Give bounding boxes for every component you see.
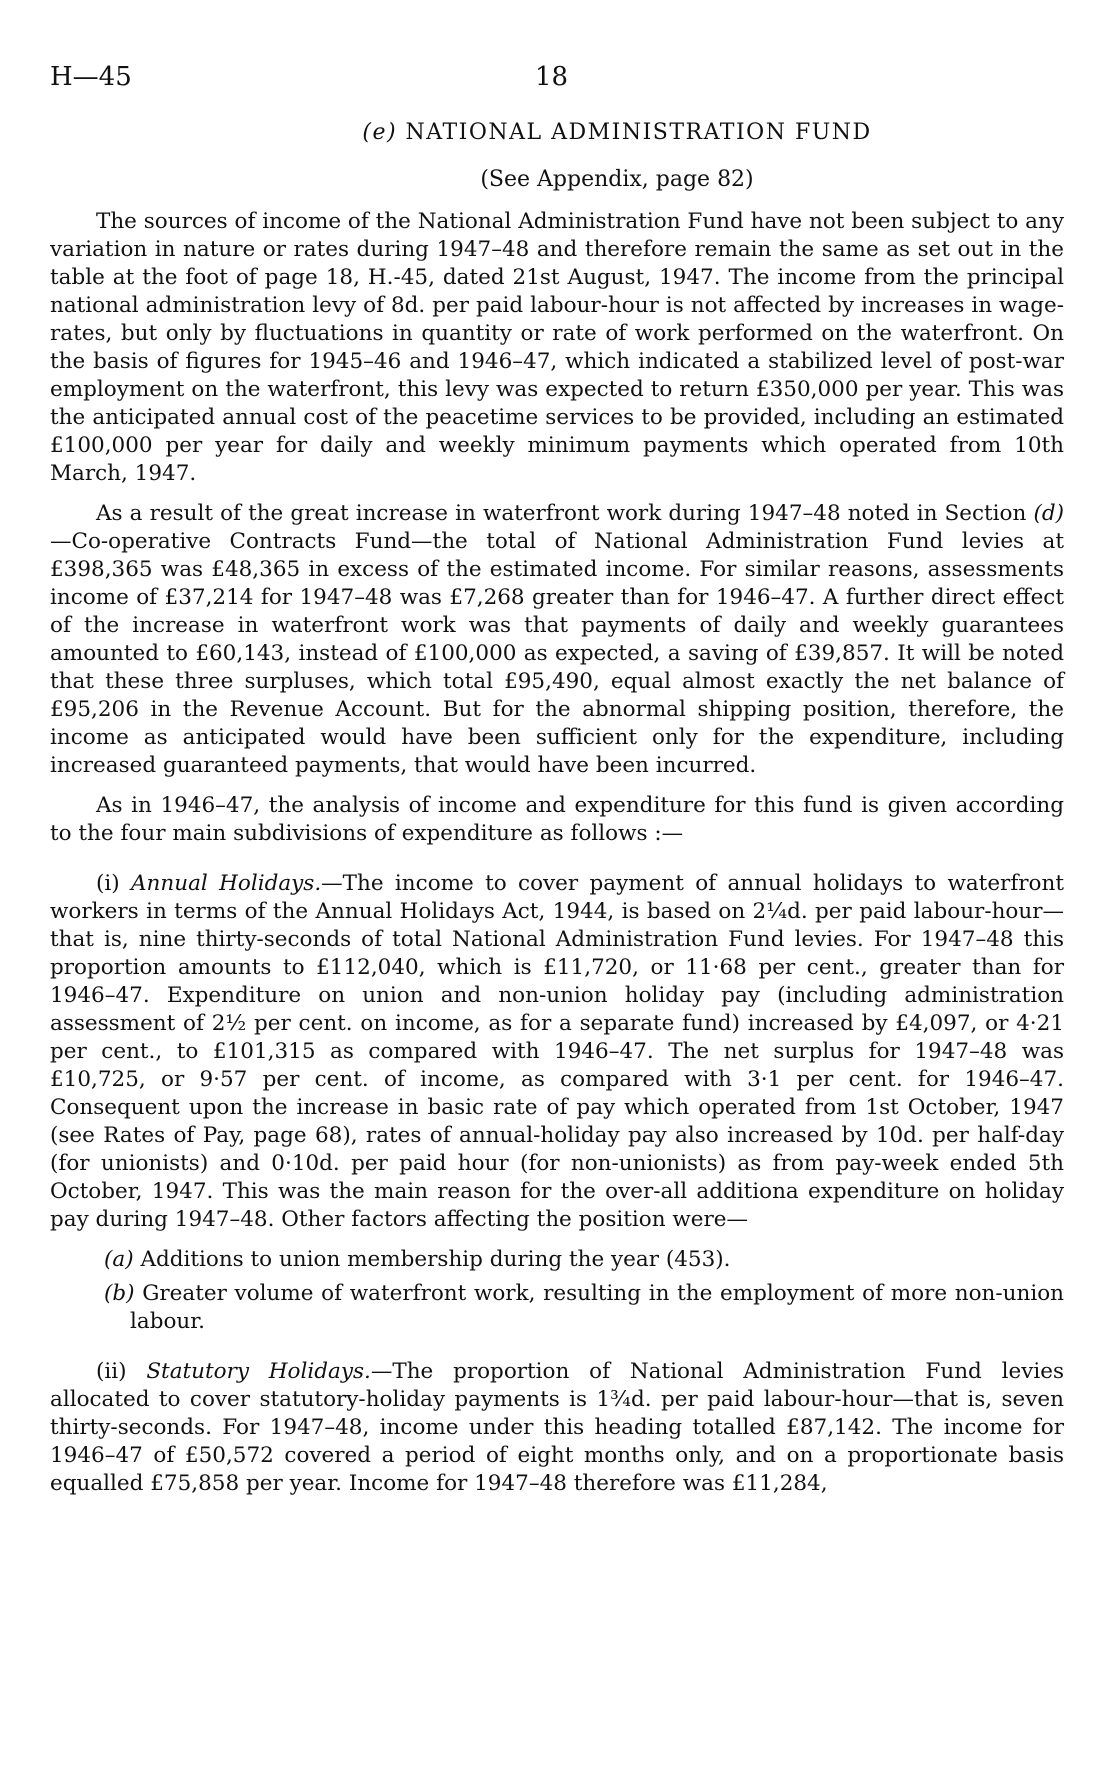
list-item <box>50 1280 1064 1336</box>
section-letter: (e) <box>362 120 398 145</box>
paragraph-statutory-holidays <box>50 1358 1064 1498</box>
item-heading: Statutory Holidays. <box>146 1359 371 1384</box>
item-number: (ii) <box>96 1359 147 1384</box>
section-reference: (d) <box>1033 501 1064 526</box>
item-number: (i) <box>96 871 132 896</box>
list-item-label: (a) <box>104 1247 134 1272</box>
list-item <box>50 1246 1064 1274</box>
page-number: 18 <box>535 62 569 92</box>
paragraph-annual-holidays <box>50 870 1064 1234</box>
document-reference: H—45 <box>50 62 132 92</box>
paragraph-analysis-intro: As in 1946–47, the analysis of income and expenditure for this fund is given according to the four main subdivisions of expenditure as follows :— <box>50 793 1064 846</box>
list-item-label: (b) <box>104 1281 135 1306</box>
paragraph-income-sources: The sources of income of the National Administration Fund have not been subject to any variation in nature or rates during 1947–48 and therefore remain the same as set out in the table at the foot of page 18, H.-45, dated 21st August, 1947. The income from the principal national administration levy of 8d. per paid labour-hour is not affected by increases in wage-rates, but only by fluctuations in quantity or rate of work performed on the waterfront. On the basis of figures for 1945–46 and 1946–47, which indicated a stabilized level of post-war employment on the waterfront, this levy was expected to return £350,000 per year. This was the anticipated annual cost of the peacetime services to be provided, including an estimated £100,000 per year for daily and weekly minimum payments which operated from 10th March, 1947. <box>50 209 1064 486</box>
list-item-text: Greater volume of waterfront work, resulting in the employment of more non-union labour. <box>130 1281 1064 1334</box>
appendix-reference: (See Appendix, page 82) <box>480 167 754 192</box>
item-heading: Annual Holidays. <box>131 871 322 896</box>
section-title-text: NATIONAL ADMINISTRATION FUND <box>405 120 872 145</box>
document-page <box>50 60 1064 1510</box>
paragraph-text: As a result of the great increase in waterfront work during 1947–48 noted in Section <box>96 501 1034 526</box>
paragraph-text: —Co-operative Contracts Fund—the total of National Administration Fund levies at £398,365 was £48,365 in excess of the estimated income. For similar reasons, assessments income of £37,214 for 1947–48 was £7,268 greater than for 1946–47. A further direct effect of the increase in waterfront work was that payments of daily and weekly guarantees amounted to £60,143, instead of £100,000 as expected, a saving of £39,857. It will be noted that these three surpluses, which total £95,490, equal almost exactly the net balance of £95,206 in the Revenue Account. But for the abnormal shipping position, therefore, the income as anticipated would have been sufficient only for the expenditure, including increased guaranteed payments, that would have been incurred. <box>50 529 1064 778</box>
paragraph-text: —The income to cover payment of annual holidays to waterfront workers in terms of the Annual Holidays Act, 1944, is based on 2¼d. per paid labour-hour—that is, nine thirty-seconds of total National Administration Fund levies. For 1947–48 this proportion amounts to £112,040, which is £11,720, or 11·68 per cent., greater than for 1946–47. Expenditure on union and non-union holiday pay (including administration assessment of 2½ per cent. on income, as for a separate fund) increased by £4,097, or 4·21 per cent., to £101,315 as compared with 1946–47. The net surplus for 1947–48 was £10,725, or 9·57 per cent. of income, as compared with 3·1 per cent. for 1946–47. Consequent upon the increase in basic rate of pay which operated from 1st October, 1947 (see Rates of Pay, page 68), rates of annual-holiday pay also increased by 10d. per half-day (for unionists) and 0·10d. per paid hour (for non-unionists) as from pay-week ended 5th October, 1947. This was the main reason for the over-all additiona expenditure on holiday pay during 1947–48. Other factors affecting the position were— <box>50 871 1064 1232</box>
paragraph-waterfront-increase <box>50 500 1064 780</box>
section-title <box>50 120 1064 145</box>
list-item-text: Additions to union membership during the year (453). <box>133 1247 731 1272</box>
paragraph-text: —The proportion of National Administration Fund levies allocated to cover statutory-holiday payments is 1¾d. per paid labour-hour—that is, seven thirty-seconds. For 1947–48, income under this heading totalled £87,142. The income for 1946–47 of £50,572 covered a period of eight months only, and on a proportionate basis equalled £75,858 per year. Income for 1947–48 therefore was £11,284, <box>50 1359 1064 1496</box>
page-header <box>50 60 1064 110</box>
